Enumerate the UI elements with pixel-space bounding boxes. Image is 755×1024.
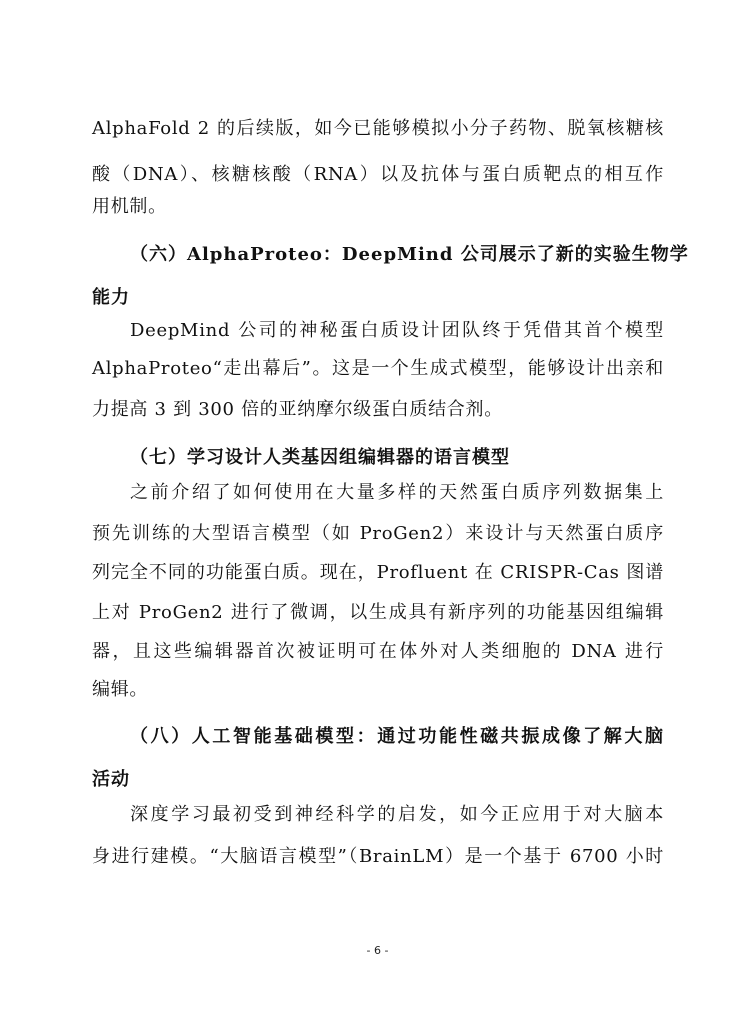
paragraph-line: 上对 ProGen2 进行了微调，以生成具有新序列的功能基因组编辑 [92, 602, 664, 623]
paragraph-line: DeepMind 公司的神秘蛋白质设计团队终于凭借其首个模型 [130, 320, 664, 341]
section-heading: （七）学习设计人类基因组编辑器的语言模型 [130, 447, 510, 468]
section-heading: （八）人工智能基础模型：通过功能性磁共振成像了解大脑 [130, 726, 664, 747]
section-heading: （六）AlphaProteo：DeepMind 公司展示了新的实验生物学 [130, 244, 689, 265]
paragraph-line: AlphaFold 2 的后续版，如今已能够模拟小分子药物、脱氧核糖核 [92, 118, 664, 139]
paragraph-line: AlphaProteo“走出幕后”。这是一个生成式模型，能够设计出亲和 [92, 358, 664, 379]
paragraph-line: 之前介绍了如何使用在大量多样的天然蛋白质序列数据集上 [130, 482, 664, 503]
paragraph-line: 力提高 3 到 300 倍的亚纳摩尔级蛋白质结合剂。 [92, 399, 503, 420]
paragraph-line: 用机制。 [92, 196, 167, 217]
paragraph-line: 编辑。 [92, 679, 149, 700]
paragraph-line: 酸（DNA）、核糖核酸（RNA）以及抗体与蛋白质靶点的相互作 [92, 164, 664, 185]
section-heading: 能力 [92, 287, 130, 308]
page-number: - 6 - [366, 944, 389, 957]
paragraph-line: 深度学习最初受到神经科学的启发，如今正应用于对大脑本 [130, 804, 664, 825]
section-heading: 活动 [92, 769, 130, 790]
paragraph-line: 器，且这些编辑器首次被证明可在体外对人类细胞的 DNA 进行 [92, 641, 664, 662]
paragraph-line: 预先训练的大型语言模型（如 ProGen2）来设计与天然蛋白质序 [92, 523, 664, 544]
paragraph-line: 列完全不同的功能蛋白质。现在，Profluent 在 CRISPR-Cas 图谱 [92, 562, 664, 583]
paragraph-line: 身进行建模。“大脑语言模型”（BrainLM）是一个基于 6700 小时 [92, 846, 664, 867]
